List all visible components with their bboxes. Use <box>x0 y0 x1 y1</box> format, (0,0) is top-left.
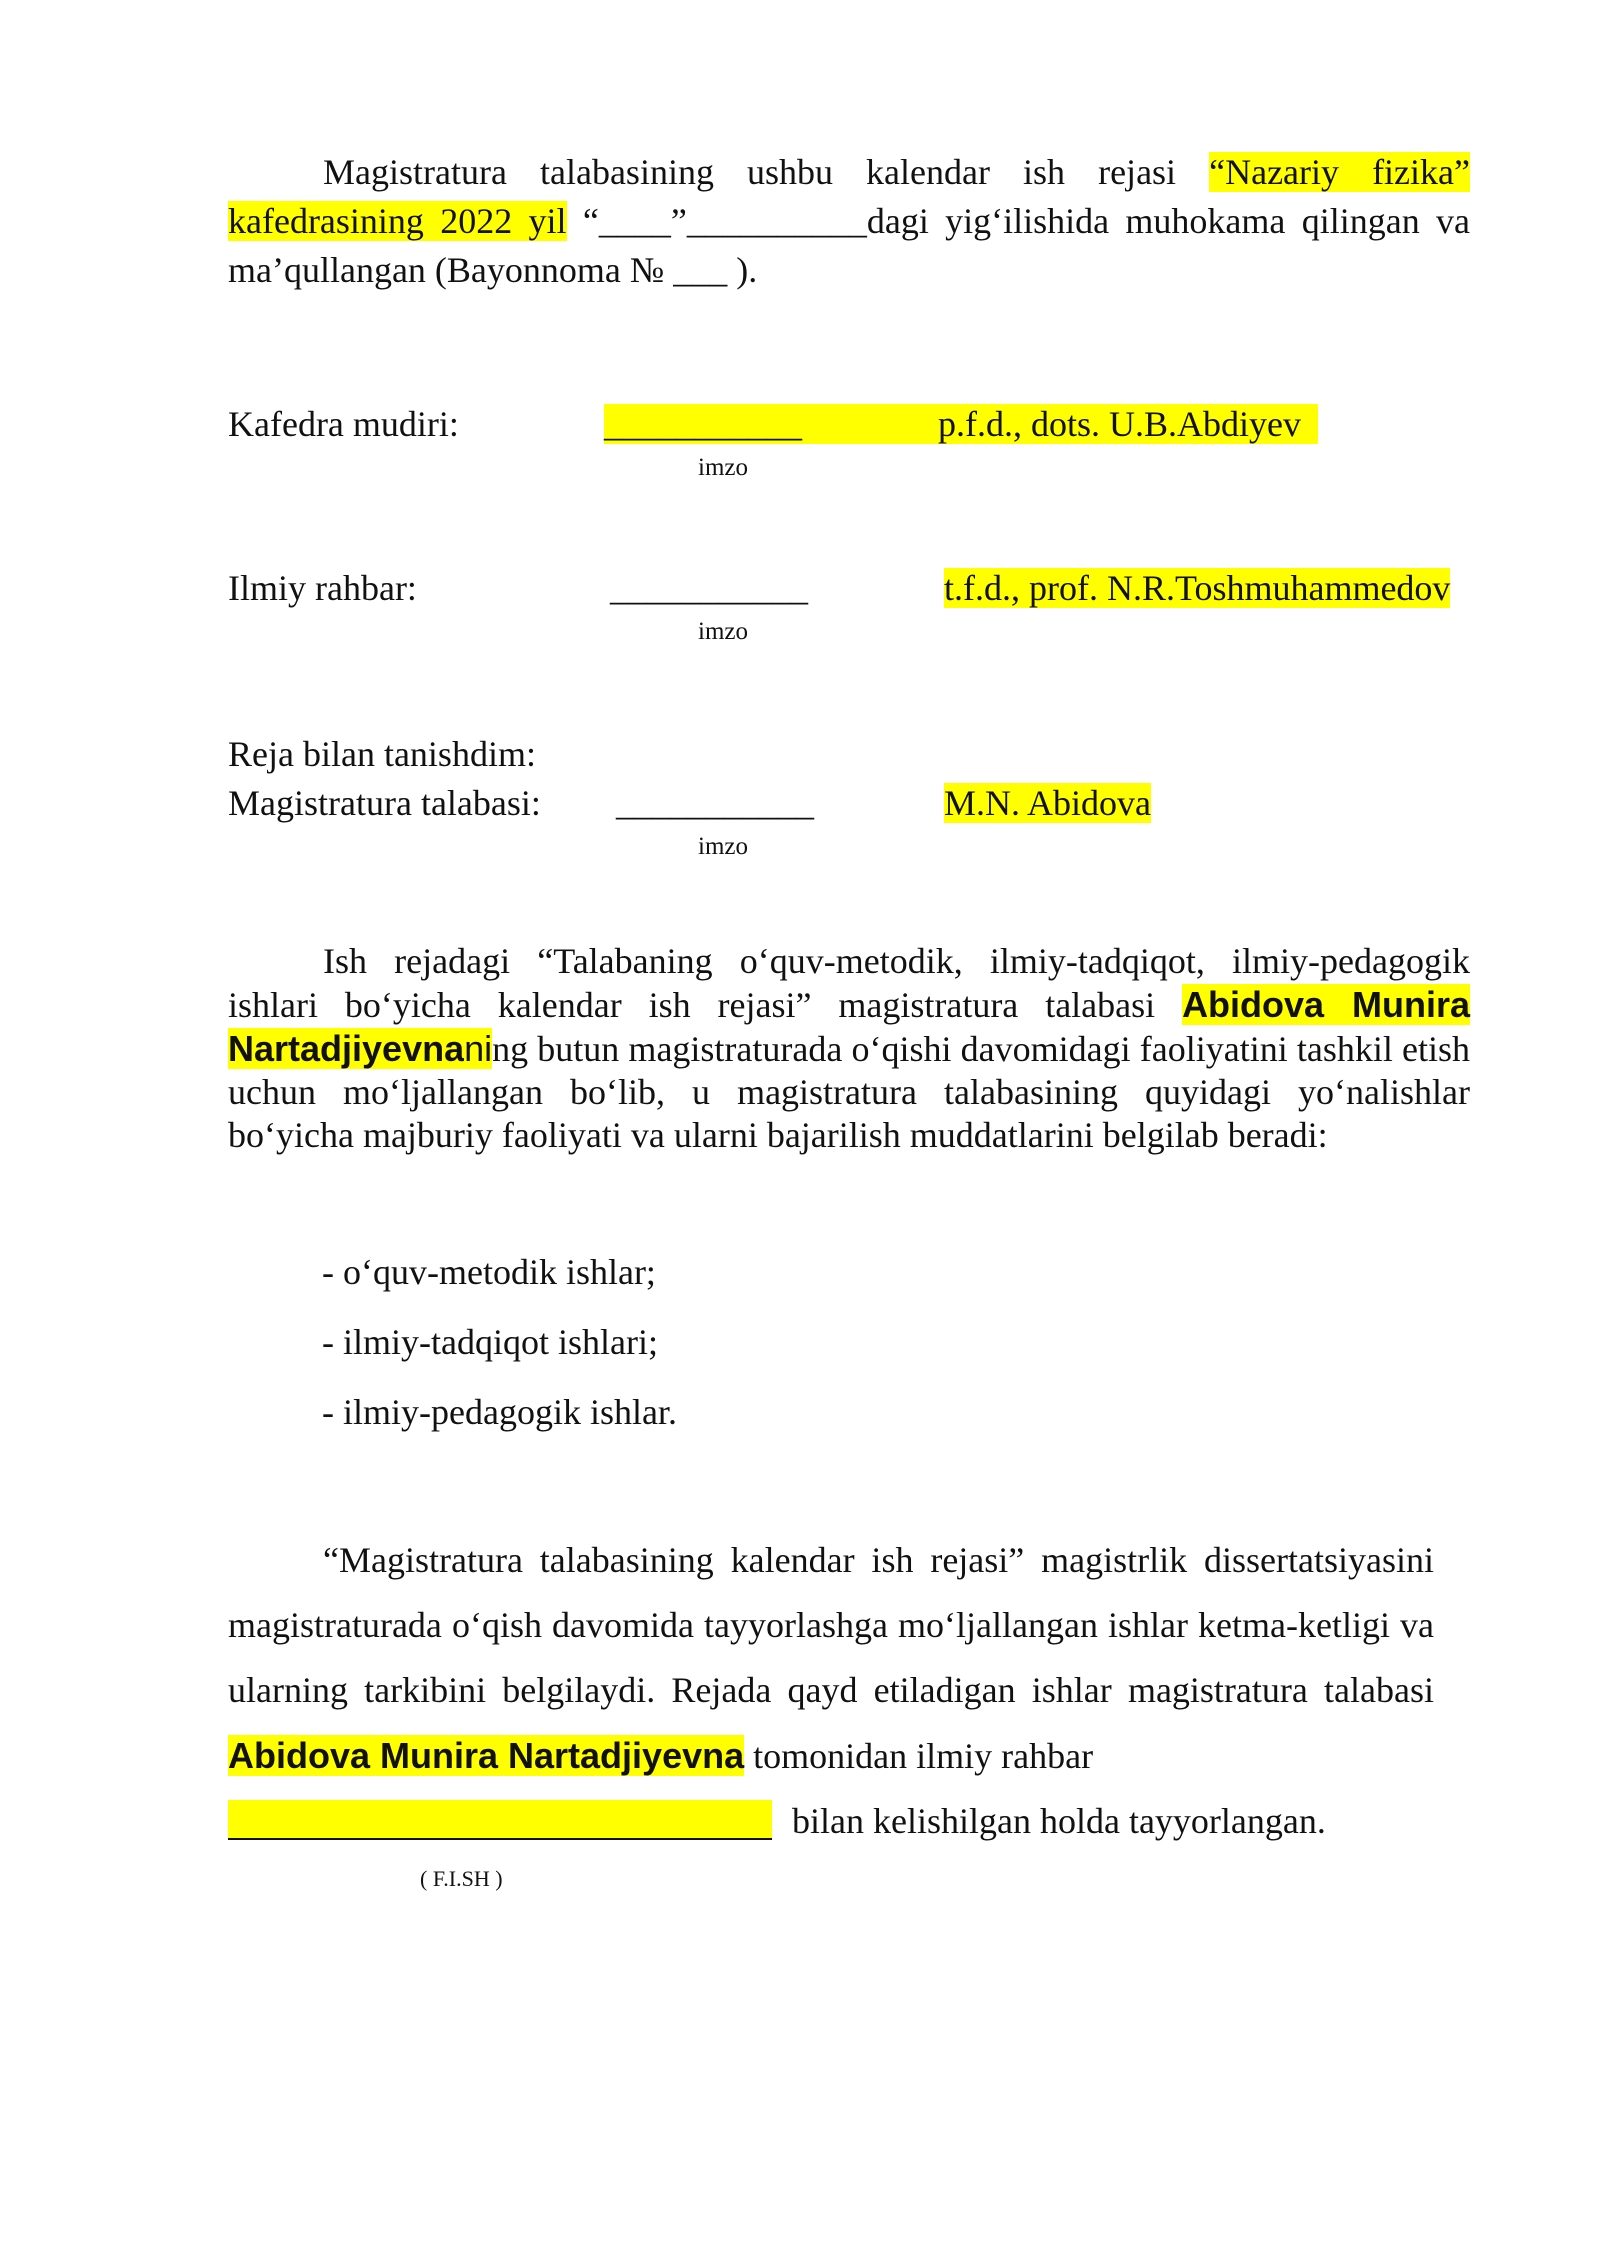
plan-description-paragraph <box>228 940 1470 1157</box>
student-signature-line: ___________ <box>616 783 814 823</box>
head-name: p.f.d., dots. U.B.Abdiyev <box>938 404 1301 444</box>
student-fullname-bold: Abidova Munira Nartadjiyevna <box>228 984 1470 1069</box>
list-item: - o‘quv-metodik ishlar; <box>322 1252 656 1292</box>
plan-purpose-text: “Magistratura talabasining kalendar ish rejasi” magistrlik dissertatsiyasini magistraturada o‘qish davomida tayyorlashga mo‘ljallangan ishlar ketma-ketligi va ularning tarkibini belgilaydi. Rejada qayd etiladigan ishlar magistratura talabasi <box>228 1540 1434 1710</box>
acquainted-label: Reja bilan tanishdim: <box>228 734 536 774</box>
head-label: Kafedra mudiri: <box>228 404 459 444</box>
student-name-suffix: ni <box>464 1028 493 1069</box>
list-item: - ilmiy-tadqiqot ishlari; <box>322 1322 658 1362</box>
plan-description-continued: ng butun magistraturada o‘qishi davomidagi faoliyatini tashkil etish uchun mo‘ljallangan bo‘lib, u magistratura talabasining quyidagi yo‘nalishlar bo‘yicha majburiy faoliyati va ularni bajarilish muddatlarini belgilab beradi: <box>228 1029 1470 1155</box>
agreement-text: bilan kelishilgan holda tayyorlangan. <box>792 1801 1326 1841</box>
student-fullname-bold-2: Abidova Munira Nartadjiyevna <box>228 1735 745 1776</box>
fish-caption: ( F.I.SH ) <box>420 1866 503 1891</box>
plan-purpose-paragraph <box>228 1528 1434 1789</box>
supervisor-signature-line: ___________ <box>610 568 808 608</box>
student-name: M.N. Abidova <box>944 783 1151 823</box>
list-item: - ilmiy-pedagogik ishlar. <box>322 1392 677 1432</box>
supervisor-name-blank-line <box>228 1838 772 1840</box>
head-signature-line: ___________ <box>604 404 802 444</box>
supervisor-name: t.f.d., prof. N.R.Toshmuhammedov <box>944 568 1451 608</box>
intro-text: Magistratura talabasining ushbu kalendar ish rejasi <box>323 152 1210 192</box>
meeting-date-text: “____”__________dagi yig‘ilishida muhokama qilingan va ma’qullangan (Bayonnoma № ___ ). <box>228 201 1470 290</box>
plan-purpose-continued: tomonidan ilmiy rahbar <box>744 1736 1094 1776</box>
plan-description-text: Ish rejadagi “Talabaning o‘quv-metodik, ilmiy-tadqiqot, ilmiy-pedagogik ishlari bo‘yicha kalendar ish rejasi” magistratura talabasi <box>228 941 1470 1025</box>
department-highlight: “Nazariy fizika” kafedrasining 2022 yil <box>228 152 1470 241</box>
supervisor-signature-caption: imzo <box>698 618 748 645</box>
head-signature-caption: imzo <box>698 454 748 481</box>
supervisor-label: Ilmiy rahbar: <box>228 568 417 608</box>
intro-paragraph <box>228 148 1470 295</box>
supervisor-name-blank <box>228 1800 772 1840</box>
student-signature-caption: imzo <box>698 833 748 860</box>
student-label: Magistratura talabasi: <box>228 783 541 823</box>
